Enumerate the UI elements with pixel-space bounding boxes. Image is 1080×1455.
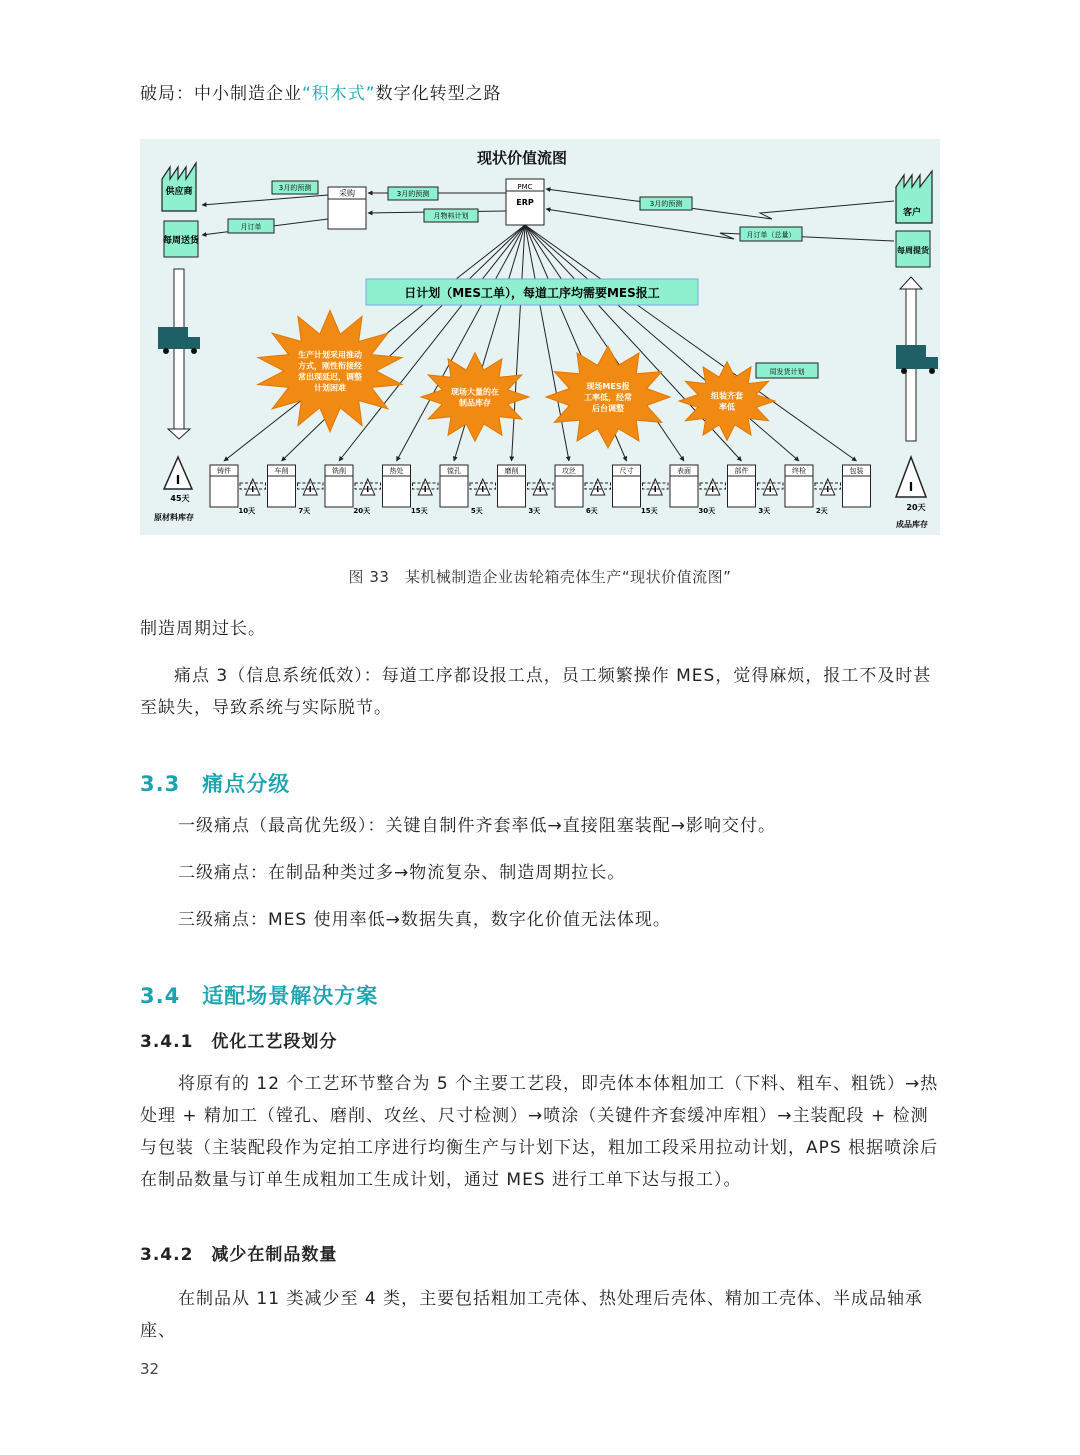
process-box [325, 465, 353, 507]
wip-inventory-symbol: I [596, 485, 600, 494]
process-name: 包装 [849, 467, 864, 475]
section-3-4-1-heading: 3.4.1 优化工艺段划分 [140, 1032, 338, 1052]
burst-text-line: 制品库存 [459, 398, 491, 408]
customer-label: 客户 [902, 208, 922, 218]
section-3-4-2-heading: 3.4.2 减少在制品数量 [140, 1245, 338, 1265]
wip-days: 10天 [238, 507, 256, 515]
process-box [498, 465, 526, 507]
finished-inventory-symbol: I [908, 480, 914, 494]
paragraph-pain-point-3: 痛点 3（信息系统低效）：每道工序都设报工点，员工频繁操作 MES，觉得麻烦，报工不及时甚至缺失，导致系统与实际脱节。 [140, 666, 932, 718]
paragraph-3-4-2: 在制品从 11 类减少至 4 类，主要包括粗加工壳体、热处理后壳体、精加工壳体、半成品轴承座、 [140, 1289, 924, 1341]
forecast-to-supplier-label: 3月的预测 [278, 184, 312, 192]
burst-text-line: 后台调整 [592, 404, 624, 413]
burst-text-line: 组装齐套 [711, 391, 743, 401]
value-stream-map [140, 139, 940, 535]
paragraph-cycle-time: 制造周期过长。 [140, 619, 266, 639]
burst-text-line: 现场大量的在 [451, 387, 499, 397]
burst-text-line: 率低 [719, 402, 735, 412]
wip-days: 3天 [528, 507, 541, 515]
monthly-order-label: 月订单 [240, 223, 262, 231]
wip-inventory [758, 479, 784, 515]
purchase-label: 采购 [339, 189, 355, 198]
wip-days: 3天 [758, 507, 771, 515]
header-highlight: “积木式” [302, 84, 376, 104]
process-name: 热处 [389, 467, 404, 475]
wip-inventory-symbol: I [481, 485, 485, 494]
pain-level-3: 三级痛点：MES 使用率低→数据失真，数字化价值无法体现。 [178, 910, 671, 930]
wip-days: 30天 [698, 507, 716, 515]
wip-inventory-symbol: I [423, 485, 427, 494]
figure-caption: 图 33 某机械制造企业齿轮箱壳体生产“现状价值流图” [348, 568, 732, 586]
supplier-delivery-label: 每周送货 [162, 236, 200, 246]
process-row [210, 465, 871, 515]
vsm-title: 现状价值流图 [476, 149, 568, 167]
wip-days: 15天 [410, 507, 428, 515]
wip-inventory-symbol: I [366, 485, 370, 494]
paragraph-3-4-1: 将原有的 12 个工艺环节整合为 5 个主要工艺段，即壳体本体粗加工（下料、粗车、粗铣）→热处理 + 精加工（镗孔、磨削、攻丝、尺寸检测）→喷涂（关键件齐套缓冲库粗）→主装配段 + 检测与包装（主装配段作为定拍工序进行均衡生产与计划下达，粗加工段采用拉动计划，APS 根据喷涂后在制品数量与订单生成粗加工生成计划，通过 MES 进行工单下达与报工）。 [140, 1074, 939, 1190]
wip-inventory [641, 479, 668, 515]
process-name: 镗孔 [447, 467, 461, 475]
process-name: 磨削 [504, 467, 519, 475]
wip-inventory-symbol: I [711, 485, 715, 494]
wip-days: 7天 [298, 507, 311, 515]
process-name: 车削 [274, 467, 289, 475]
wip-days: 6天 [585, 507, 598, 515]
burst-text-line: 生产计划采用推动 [298, 350, 362, 360]
process-name: 铸件 [217, 467, 231, 475]
daily-plan-label: 日计划（MES工单），每道工序均需要MES报工 [404, 286, 660, 300]
burst-text-line: 现场MES报 [586, 382, 630, 391]
wip-inventory [298, 479, 324, 515]
process-name: 终检 [792, 467, 806, 475]
burst-text-line: 常出现延迟，调整 [298, 372, 362, 382]
process-box [785, 465, 813, 507]
material-plan-label: 月物料计划 [433, 212, 469, 220]
erp-label: ERP [516, 198, 534, 207]
process-name: 铣削 [332, 467, 346, 475]
process-box [670, 465, 698, 507]
wip-inventory [470, 479, 496, 515]
wip-days: 2天 [815, 507, 828, 515]
running-header [140, 79, 502, 104]
wip-days: 20天 [353, 507, 371, 515]
process-box [440, 465, 468, 507]
process-name: 部件 [734, 467, 749, 475]
header-suffix: 数字化转型之路 [375, 84, 502, 104]
burst-text-line: 计划困难 [314, 383, 346, 393]
wip-inventory-symbol: I [768, 485, 772, 494]
process-box [210, 465, 238, 507]
wip-inventory-symbol: I [653, 485, 657, 494]
kaizen-burst [546, 346, 670, 448]
forecast-to-purchase-label: 3月的预测 [396, 190, 430, 198]
schedule-line [525, 225, 569, 461]
forecast-from-customer-label: 3月的预测 [649, 200, 683, 208]
burst-text-line: 方式，刚性衔接经 [298, 361, 362, 371]
wip-inventory [238, 479, 265, 515]
customer-order-label: 月订单（总量） [746, 231, 796, 239]
wip-inventory [528, 479, 554, 515]
kaizen-bursts [258, 310, 775, 448]
process-box [555, 465, 583, 507]
wip-inventory-symbol: I [826, 485, 830, 494]
kaizen-burst [258, 310, 402, 431]
finished-inventory-days: 20天 [906, 503, 926, 512]
value-stream-map-figure [140, 139, 940, 535]
pain-level-1: 一级痛点（最高优先级）：关键自制件齐套率低→直接阻塞装配→影响交付。 [178, 816, 776, 836]
section-3-3-heading: 3.3 痛点分级 [140, 772, 291, 796]
process-box [613, 465, 641, 507]
page-number: 32 [140, 1360, 160, 1378]
weekly-ship-plan-label: 周发货计划 [769, 368, 805, 376]
wip-inventory [698, 479, 725, 515]
supplier-label: 供应商 [165, 187, 193, 197]
schedule-line [512, 225, 526, 461]
process-name: 攻丝 [562, 467, 576, 475]
kaizen-burst [421, 353, 529, 442]
pmc-label: PMC [517, 183, 533, 191]
wip-inventory [353, 479, 380, 515]
section-3-4-heading: 3.4 适配场景解决方案 [140, 984, 379, 1008]
schedule-line [525, 225, 799, 461]
raw-inventory-days: 45天 [170, 494, 190, 503]
wip-inventory-symbol: I [538, 485, 542, 494]
header-prefix: 破局：中小制造企业 [140, 84, 302, 104]
process-box [268, 465, 296, 507]
raw-inventory-symbol: I [175, 473, 181, 487]
wip-inventory-symbol: I [251, 485, 255, 494]
wip-inventory [411, 479, 438, 515]
wip-inventory-symbol: I [308, 485, 312, 494]
process-box [383, 465, 411, 507]
raw-inventory-label: 原材料库存 [154, 513, 194, 522]
pain-level-2: 二级痛点：在制品种类过多→物流复杂、制造周期拉长。 [178, 863, 626, 883]
process-name: 表面 [677, 467, 691, 475]
wip-days: 15天 [640, 507, 658, 515]
customer-pickup-label: 每周提货 [897, 246, 929, 255]
finished-inventory-label: 成品库存 [896, 520, 928, 529]
wip-days: 5天 [470, 507, 483, 515]
burst-text-line: 工率低，经常 [584, 393, 632, 402]
process-name: 尺寸 [619, 467, 634, 475]
schedule-line [525, 225, 857, 461]
wip-inventory [585, 479, 611, 515]
process-box [843, 465, 871, 507]
process-box [728, 465, 756, 507]
outbound-truck-icon [896, 345, 938, 374]
wip-inventory [815, 479, 841, 515]
